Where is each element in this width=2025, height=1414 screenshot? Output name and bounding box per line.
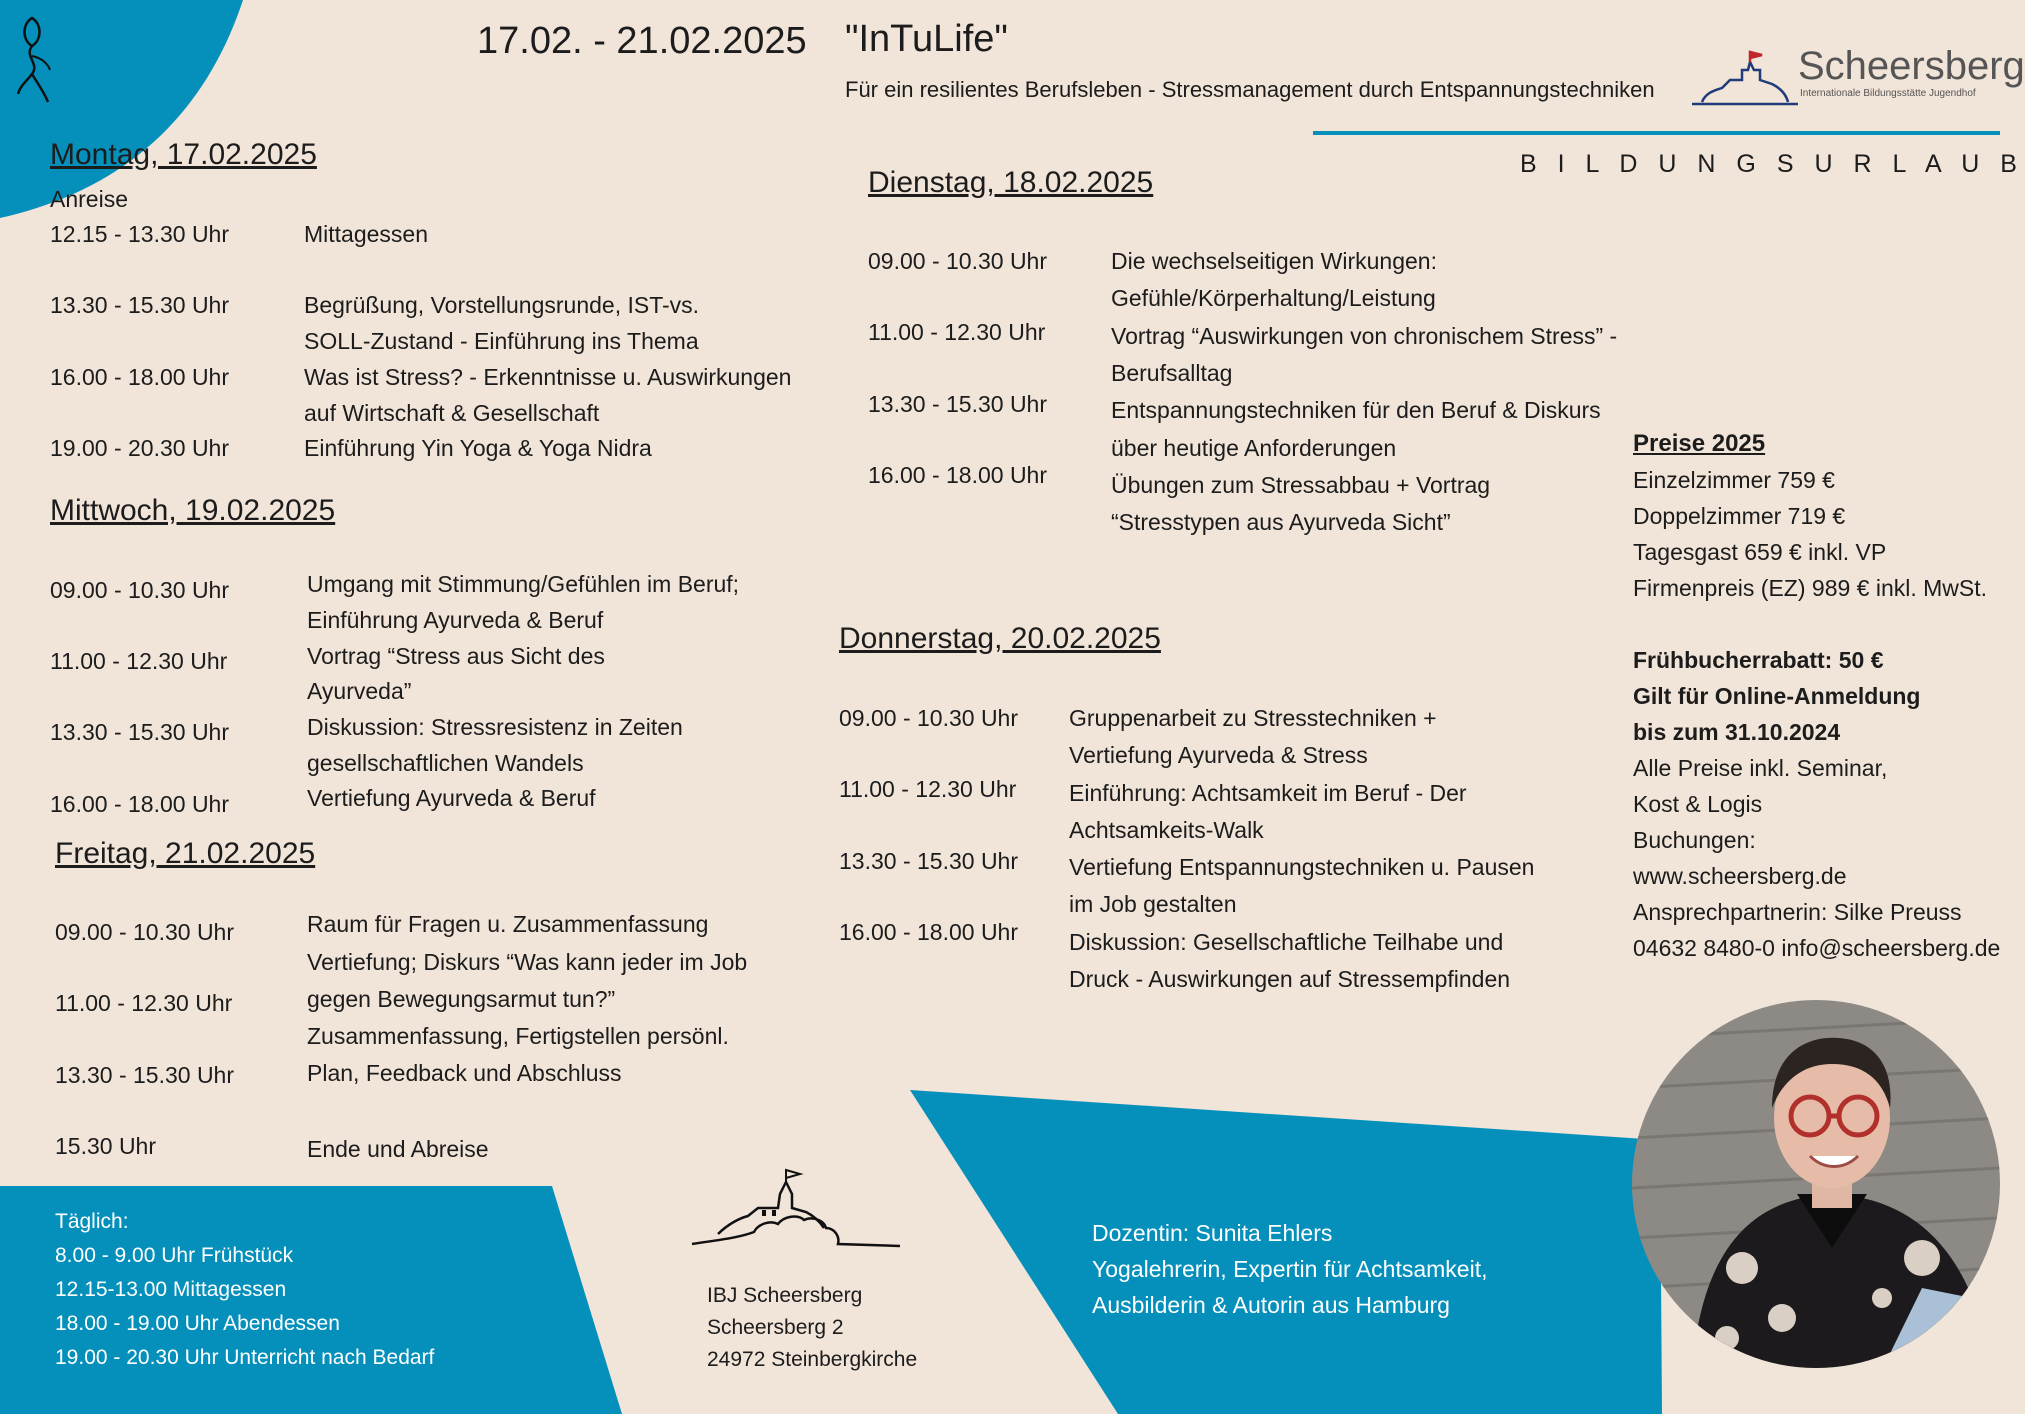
friday-desc-1: Raum für Fragen u. Zusammenfassung: [307, 911, 709, 937]
bookings-label: Buchungen:: [1633, 827, 1756, 853]
logo-tagline: Internationale Bildungsstätte Jugendhof: [1800, 88, 1976, 99]
thursday-desc-4a: Diskussion: Gesellschaftliche Teilhabe und: [1069, 929, 1504, 955]
thursday-desc-3a: Vertiefung Entspannungstechniken u. Pausen: [1069, 854, 1535, 880]
address-city: 24972 Steinbergkirche: [707, 1348, 918, 1371]
thursday-time-3: 13.30 - 15.30 Uhr: [839, 848, 1019, 874]
monday-time-1: 12.15 - 13.30 Uhr: [50, 221, 230, 247]
thursday-title: Donnerstag, 20.02.2025: [839, 622, 1161, 655]
wednesday-desc-2b: Ayurveda”: [307, 678, 412, 704]
address-block: [707, 1280, 917, 1376]
monday-desc-3b: auf Wirtschaft & Gesellschaft: [304, 400, 600, 426]
early-bird-condition: Gilt für Online-Anmeldung: [1633, 683, 1921, 709]
bildungsurlaub-badge: B I L D U N G S U R L A U B: [1520, 150, 2024, 178]
monday-desc-3a: Was ist Stress? - Erkenntnisse u. Auswirkungen: [304, 364, 792, 390]
lecturer-name: Dozentin: Sunita Ehlers: [1092, 1220, 1333, 1246]
wednesday-time-1: 09.00 - 10.30 Uhr: [50, 577, 230, 603]
monday-desc-1: Mittagessen: [304, 221, 429, 247]
lecturer-origin: Ausbilderin & Autorin aus Hamburg: [1092, 1292, 1450, 1318]
booking-website-link[interactable]: www.scheersberg.de: [1633, 863, 1847, 889]
daily-title: Täglich:: [55, 1210, 129, 1233]
daily-dinner: 18.00 - 19.00 Uhr Abendessen: [55, 1312, 340, 1335]
logo-name: Scheersberg: [1798, 44, 2025, 88]
monday-desc-4: Einführung Yin Yoga & Yoga Nidra: [304, 435, 652, 461]
price-day-guest: Tagesgast 659 € inkl. VP: [1633, 539, 1887, 565]
early-bird-deadline: bis zum 31.10.2024: [1633, 719, 1841, 745]
tuesday-desc-4: Berufsalltag: [1111, 360, 1233, 386]
tuesday-time-1: 09.00 - 10.30 Uhr: [868, 248, 1048, 274]
tuesday-title: Dienstag, 18.02.2025: [868, 166, 1154, 199]
price-double-room: Doppelzimmer 719 €: [1633, 503, 1846, 529]
wednesday-desc-3b: gesellschaftlichen Wandels: [307, 750, 584, 776]
daily-schedule: [55, 1205, 434, 1375]
thursday-time-4: 16.00 - 18.00 Uhr: [839, 919, 1019, 945]
monday-time-4: 19.00 - 20.30 Uhr: [50, 435, 230, 461]
tuesday-desc-8: “Stresstypen aus Ayurveda Sicht”: [1111, 509, 1451, 535]
daily-lunch: 12.15-13.00 Mittagessen: [55, 1278, 287, 1301]
event-subtitle: Für ein resilientes Berufsleben - Stressmanagement durch Entspannungstechniken: [845, 77, 1655, 102]
contact-phone-email[interactable]: 04632 8480-0 info@scheersberg.de: [1633, 935, 2001, 961]
thursday-desc-4b: Druck - Auswirkungen auf Stressempfinden: [1069, 966, 1511, 992]
yoga-figure-icon: [12, 12, 56, 106]
tuesday-desc-2: Gefühle/Körperhaltung/Leistung: [1111, 285, 1436, 311]
thursday-desc-1a: Gruppenarbeit zu Stresstechniken +: [1069, 705, 1437, 731]
lecturer-photo: [1632, 998, 2000, 1370]
event-title: "InTuLife": [845, 18, 1008, 60]
wednesday-title: Mittwoch, 19.02.2025: [50, 494, 336, 527]
monday-arrival: Anreise: [50, 186, 128, 212]
thursday-desc-1b: Vertiefung Ayurveda & Stress: [1069, 742, 1368, 768]
scheersberg-logo: [1688, 44, 2025, 112]
thursday-desc-3b: im Job gestalten: [1069, 891, 1237, 917]
wednesday-time-4: 16.00 - 18.00 Uhr: [50, 791, 230, 817]
wednesday-desc-4: Vertiefung Ayurveda & Beruf: [307, 785, 596, 811]
price-single-room: Einzelzimmer 759 €: [1633, 467, 1835, 493]
tuesday-time-3: 13.30 - 15.30 Uhr: [868, 391, 1048, 417]
friday-desc-2: Vertiefung; Diskurs “Was kann jeder im Job: [307, 949, 748, 975]
thursday-desc-2a: Einführung: Achtsamkeit im Beruf - Der: [1069, 780, 1467, 806]
castle-sketch-icon: [688, 1168, 904, 1250]
wednesday-desc-1a: Umgang mit Stimmung/Gefühlen im Beruf;: [307, 571, 740, 597]
tuesday-time-4: 16.00 - 18.00 Uhr: [868, 462, 1048, 488]
early-bird-discount: Frühbucherrabatt: 50 €: [1633, 647, 1884, 673]
lecturer-profession: Yogalehrerin, Expertin für Achtsamkeit,: [1092, 1256, 1488, 1282]
wednesday-time-3: 13.30 - 15.30 Uhr: [50, 719, 230, 745]
tuesday-desc-7: Übungen zum Stressabbau + Vortrag: [1111, 472, 1491, 498]
monday-time-3: 16.00 - 18.00 Uhr: [50, 364, 230, 390]
header-divider: [1313, 131, 2000, 135]
monday-desc-2b: SOLL-Zustand - Einführung ins Thema: [304, 328, 699, 354]
wednesday-desc-1b: Einführung Ayurveda & Beruf: [307, 607, 604, 633]
friday-title: Freitag, 21.02.2025: [55, 837, 316, 870]
tuesday-desc-6: über heutige Anforderungen: [1111, 435, 1397, 461]
price-company: Firmenpreis (EZ) 989 € inkl. MwSt.: [1633, 575, 1988, 601]
lecturer-block: [1092, 1215, 1487, 1323]
friday-time-1: 09.00 - 10.30 Uhr: [55, 919, 235, 945]
prices-panel: [1633, 426, 2000, 966]
friday-desc-6: Ende und Abreise: [307, 1136, 489, 1162]
address-org: IBJ Scheersberg: [707, 1284, 863, 1307]
thursday-desc-2b: Achtsamkeits-Walk: [1069, 817, 1264, 843]
thursday-time-1: 09.00 - 10.30 Uhr: [839, 705, 1019, 731]
prices-spacer: [1633, 606, 2000, 642]
monday-title: Montag, 17.02.2025: [50, 138, 317, 171]
address-street: Scheersberg 2: [707, 1316, 844, 1339]
friday-desc-4: Zusammenfassung, Fertigstellen persönl.: [307, 1023, 729, 1049]
friday-time-4: 15.30 Uhr: [55, 1133, 157, 1159]
tuesday-desc-5: Entspannungstechniken für den Beruf & Diskurs: [1111, 397, 1601, 423]
contact-person: Ansprechpartnerin: Silke Preuss: [1633, 899, 1962, 925]
prices-title: Preise 2025: [1633, 430, 1766, 457]
castle-icon: [1688, 48, 1800, 110]
tuesday-desc-3: Vortrag “Auswirkungen von chronischem Stress” -: [1111, 323, 1618, 349]
wednesday-desc-2a: Vortrag “Stress aus Sicht des: [307, 643, 605, 669]
friday-desc-3: gegen Bewegungsarmut tun?”: [307, 986, 616, 1012]
tuesday-time-2: 11.00 - 12.30 Uhr: [868, 319, 1046, 345]
friday-time-3: 13.30 - 15.30 Uhr: [55, 1062, 235, 1088]
thursday-time-2: 11.00 - 12.30 Uhr: [839, 776, 1017, 802]
wednesday-desc-3a: Diskussion: Stressresistenz in Zeiten: [307, 714, 683, 740]
monday-desc-2a: Begrüßung, Vorstellungsrunde, IST-vs.: [304, 292, 700, 318]
monday-time-2: 13.30 - 15.30 Uhr: [50, 292, 230, 318]
prices-info-2: Kost & Logis: [1633, 791, 1763, 817]
daily-breakfast: 8.00 - 9.00 Uhr Frühstück: [55, 1244, 294, 1267]
daily-lessons: 19.00 - 20.30 Uhr Unterricht nach Bedarf: [55, 1346, 435, 1369]
event-dates: 17.02. - 21.02.2025: [477, 20, 807, 62]
friday-desc-5: Plan, Feedback und Abschluss: [307, 1060, 622, 1086]
prices-info-1: Alle Preise inkl. Seminar,: [1633, 755, 1888, 781]
wednesday-time-2: 11.00 - 12.30 Uhr: [50, 648, 228, 674]
friday-time-2: 11.00 - 12.30 Uhr: [55, 990, 233, 1016]
tuesday-desc-1: Die wechselseitigen Wirkungen:: [1111, 248, 1437, 274]
